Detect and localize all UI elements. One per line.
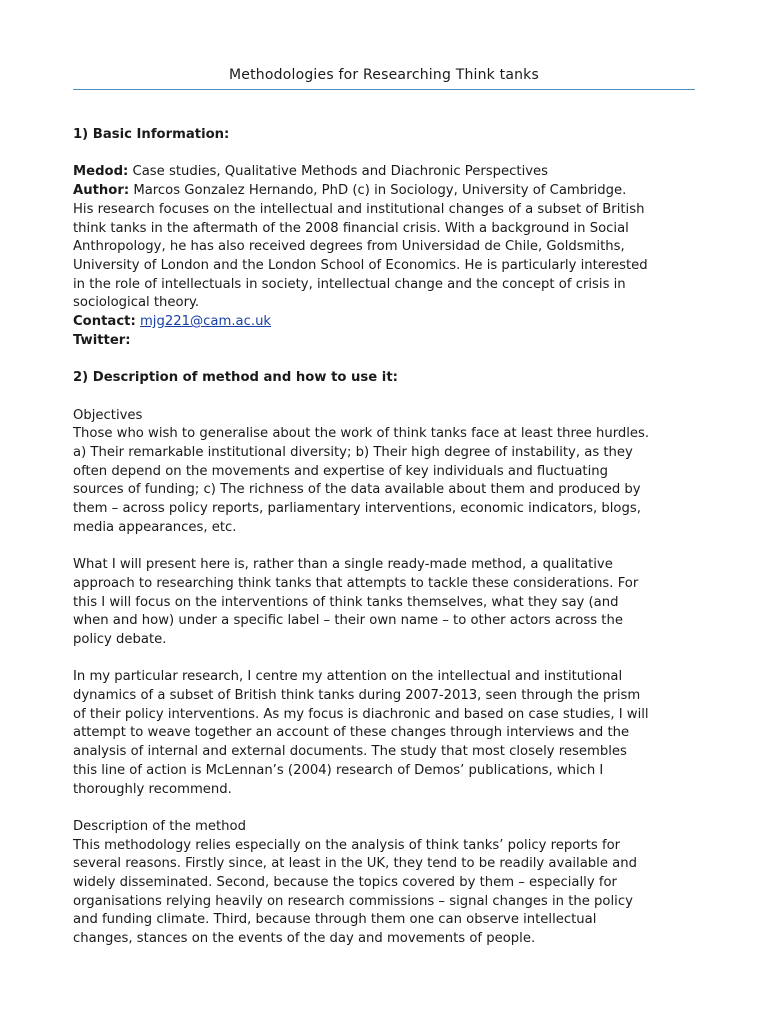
section-1-heading: 1) Basic Information:	[73, 127, 230, 142]
author-line	[73, 182, 703, 201]
document-body	[73, 126, 703, 949]
paragraph-line: organisations relying heavily on research commissions – signal changes in the policy	[73, 893, 633, 909]
paragraph-line: thoroughly recommend.	[73, 781, 232, 797]
paragraph-line: a) Their remarkable institutional diversity; b) Their high degree of instability, as they	[73, 444, 633, 460]
paragraph-line: What I will present here is, rather than a single ready-made method, a qualitative	[73, 557, 613, 573]
spacer	[73, 350, 703, 369]
paragraph-line: this I will focus on the interventions of think tanks themselves, what they say (and	[73, 594, 619, 610]
twitter-label: Twitter:	[73, 332, 131, 348]
spacer	[73, 145, 703, 164]
section-2-heading: 2) Description of method and how to use it:	[73, 370, 398, 386]
bio-line: His research focuses on the intellectual and institutional changes of a subset of British	[73, 201, 645, 217]
document-title: Methodologies for Researching Think tanks	[229, 67, 539, 83]
spacer	[73, 388, 703, 407]
paragraph-line: dynamics of a subset of British think tanks during 2007-2013, seen through the prism	[73, 688, 641, 704]
description-heading: Description of the method	[73, 818, 246, 834]
bio-line: in the role of intellectuals in society, intellectual change and the concept of crisis in	[73, 276, 626, 292]
paragraph-line: them – across policy reports, parliamentary interventions, economic indicators, blogs,	[73, 501, 641, 517]
paragraph-line: often depend on the movements and expertise of key individuals and fluctuating	[73, 463, 608, 479]
bio-line: sociological theory.	[73, 295, 200, 311]
paragraph-line: media appearances, etc.	[73, 519, 237, 535]
paragraph-line: In my particular research, I centre my attention on the intellectual and institutional	[73, 669, 623, 685]
method-line	[73, 163, 703, 182]
paragraph-line: when and how) under a specific label – their own name – to other actors across the	[73, 613, 623, 629]
paragraph-line: changes, stances on the events of the day and movements of people.	[73, 931, 536, 947]
paragraph-line: analysis of internal and external documents. The study that most closely resembles	[73, 744, 627, 760]
author-value: Marcos Gonzalez Hernando, PhD (c) in Sociology, University of Cambridge.	[133, 183, 627, 199]
bio-line: think tanks in the aftermath of the 2008 financial crisis. With a background in Social	[73, 220, 629, 236]
contact-email-link[interactable]: mjg221@cam.ac.uk	[139, 314, 272, 330]
paragraph-line: policy debate.	[73, 631, 167, 647]
paragraph-line: attempt to weave together an account of these changes through interviews and the	[73, 725, 630, 741]
objectives-heading: Objectives	[73, 407, 143, 423]
paragraph-line: This methodology relies especially on the analysis of think tanks’ policy reports for	[73, 837, 621, 853]
spacer	[73, 537, 703, 556]
paragraph-line: of their policy interventions. As my focus is diachronic and based on case studies, I will	[73, 706, 649, 722]
title-underline-rule	[73, 89, 695, 90]
paragraph-line: approach to researching think tanks that attempts to tackle these considerations. For	[73, 575, 639, 591]
method-label: Medod:	[73, 164, 129, 180]
bio-line: University of London and the London School of Economics. He is particularly interested	[73, 257, 648, 273]
author-label: Author:	[73, 183, 130, 199]
paragraph-line: several reasons. Firstly since, at least in the UK, they tend to be readily available and	[73, 856, 637, 872]
contact-label: Contact:	[73, 314, 136, 330]
paragraph-line: Those who wish to generalise about the work of think tanks face at least three hurdles.	[73, 426, 650, 442]
contact-line	[73, 313, 703, 332]
bio-line: Anthropology, he has also received degrees from Universidad de Chile, Goldsmiths,	[73, 239, 625, 255]
paragraph-line: this line of action is McLennan’s (2004) research of Demos’ publications, which I	[73, 762, 604, 778]
paragraph-line: and funding climate. Third, because through them one can observe intellectual	[73, 912, 597, 928]
spacer	[73, 799, 703, 818]
paragraph-line: sources of funding; c) The richness of the data available about them and produced by	[73, 482, 641, 498]
spacer	[73, 650, 703, 669]
method-value: Case studies, Qualitative Methods and Diachronic Perspectives	[132, 164, 549, 180]
paragraph-line: widely disseminated. Second, because the topics covered by them – especially for	[73, 875, 617, 891]
